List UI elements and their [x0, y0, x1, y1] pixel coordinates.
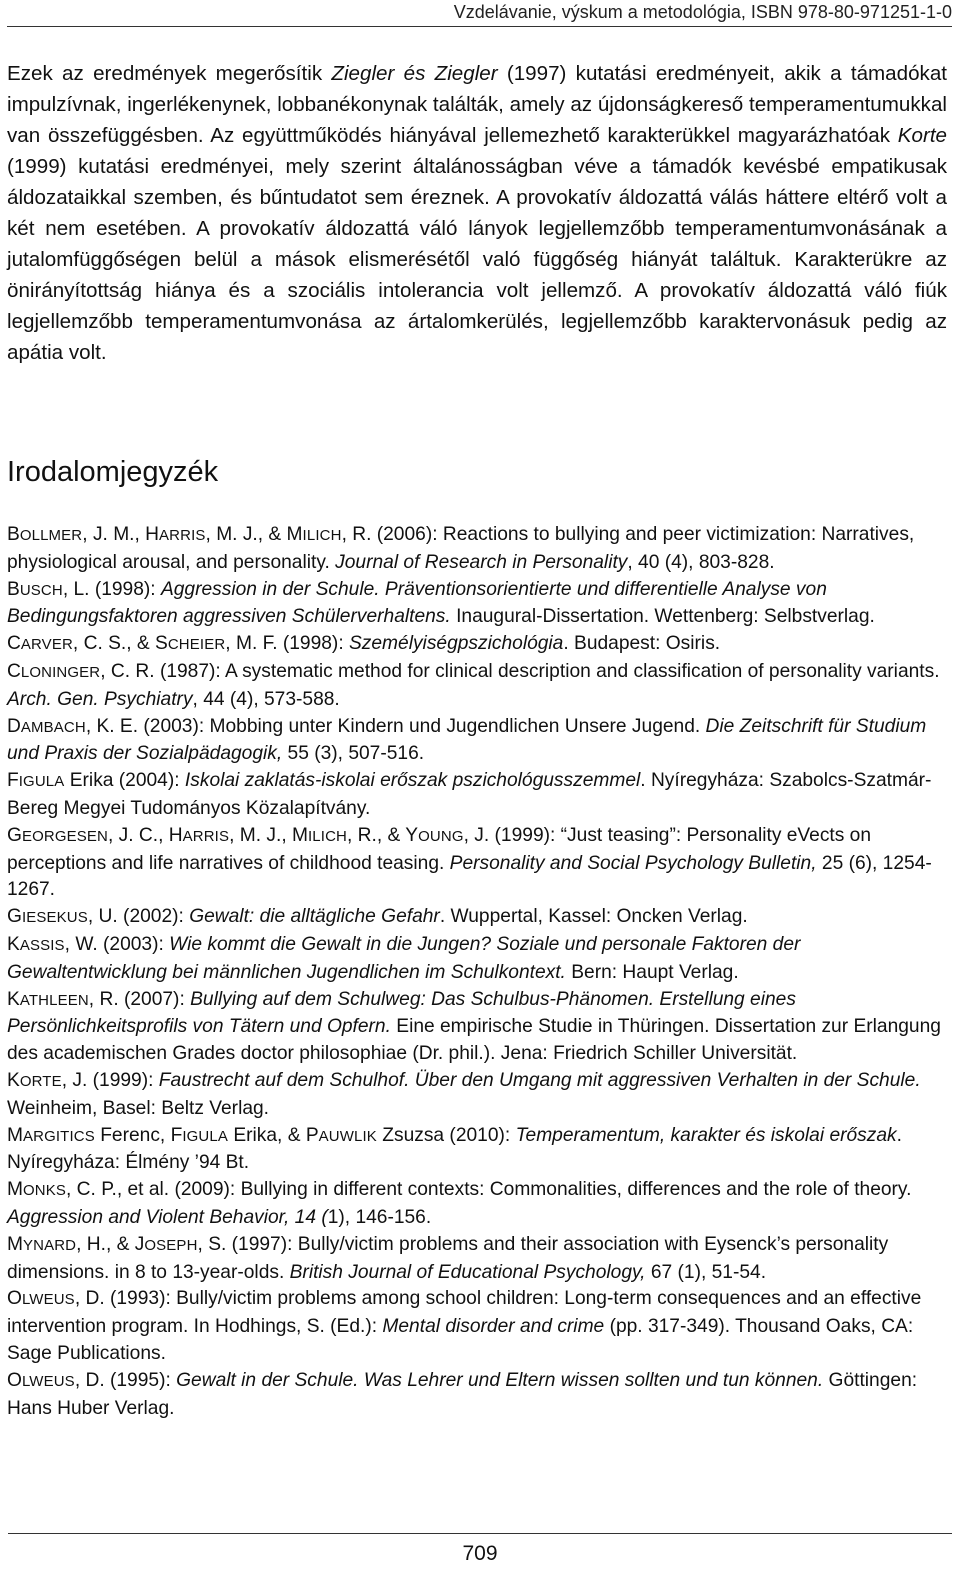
reference-entry: [7, 1368, 952, 1423]
author-surname: EORGESEN: [21, 827, 108, 845]
paragraph-text: (1999) kutatási eredményei, mely szerint általánosságban véve a támadók kevésbé empatikusak áldozataikkal szemben, és bűntudatot sem éreznek. A provokatív áldozattá válás háttere eltérő volt a két nem esetében. A provokatív áldozattá váló lányok legjellemzőbb temperamentumvonásának a jutalomfüggőségen belül a mások elismerésétől való függőség hiányát találtuk. Karakterükre az önirányítottság hiánya és a szociális intolerancia volt jellemző. A provokatív áldozattá váló fiúk legjellemzőbb temperamentumvonása az ártalomkerülés, legjellemzőbb karaktervonásuk pedig az apátia volt.: [7, 155, 947, 364]
reference-entry: [7, 631, 952, 659]
reference-text: M: [7, 1233, 23, 1255]
author-surname: AMBACH: [20, 718, 86, 736]
reference-text: , U. (2002):: [87, 906, 190, 928]
author-surname: LONINGER: [20, 663, 101, 681]
reference-text: , C. P., et al. (2009): Bullying in different contexts: Commonalities, differences and the role of theory.: [66, 1179, 912, 1201]
reference-list: [7, 522, 952, 1422]
reference-title: Temperamentum, karakter és iskolai erőszak: [515, 1124, 897, 1146]
reference-text: , H., & J: [76, 1233, 145, 1255]
reference-text: , 44 (4), 573-588.: [192, 688, 340, 710]
section-heading: Irodalomjegyzék: [7, 456, 219, 488]
author-surname: IGULA: [182, 1127, 228, 1145]
reference-text: . Nyíregyháza: Szabolcs-Szatmár-Bereg Megyei Tudományos Közalapítvány.: [7, 770, 932, 819]
reference-text: Zsuzsa (2010):: [376, 1124, 516, 1146]
reference-title: British Journal of Educational Psychology,: [289, 1261, 646, 1283]
reference-entry: [7, 1068, 952, 1123]
reference-text: , J. C., H: [107, 824, 183, 846]
reference-text: , K. E. (2003): Mobbing unter Kindern und Jugendlichen Unsere Jugend.: [85, 715, 706, 737]
reference-text: , R. (2007):: [88, 988, 191, 1010]
author-surname: ONKS: [22, 1182, 67, 1200]
reference-text: F: [7, 770, 19, 792]
author-surname: CHEIER: [167, 636, 226, 654]
author-surname: ATHLEEN: [19, 991, 89, 1009]
reference-text: , W. (2003):: [64, 933, 170, 955]
reference-title: Iskolai zaklatás-iskolai erőszak pszichológusszemmel: [184, 770, 641, 792]
reference-title: Arch. Gen. Psychiatry: [7, 688, 193, 710]
author-surname: ILICH: [308, 827, 348, 845]
reference-entry: [7, 932, 952, 987]
reference-text: , D. (1995):: [74, 1369, 177, 1391]
reference-title: Aggression in der Schule. Präventionsorientierte und differentielle Analyse von Bedingungsfaktoren aggressiven Schülerverhaltens.: [7, 578, 827, 628]
author-surname: ORTE: [19, 1072, 62, 1090]
author-citation: Ziegler és Ziegler: [331, 62, 498, 85]
reference-text: D: [7, 715, 21, 737]
reference-text: , J. (1999): “Just teasing”: Personality eVects on perceptions and life narratives of childhood teasing.: [7, 824, 872, 874]
author-surname: ARRIS: [182, 827, 230, 845]
reference-title: Gewalt: die alltägliche Gefahr: [189, 906, 440, 928]
reference-text: 25 (6), 1254-1267.: [7, 852, 932, 901]
reference-text: , C. S., & S: [72, 633, 168, 655]
reference-text: , J. (1999):: [61, 1069, 159, 1091]
reference-text: Eine empirische Studie in Thüringen. Dissertation zur Erlangung des academischen Grades doctor philosophiae (Dr. phil.). Jena: Friedrich Schiller Universität.: [7, 1016, 941, 1065]
reference-text: Erika (2004):: [64, 770, 185, 792]
author-surname: OLLMER: [19, 527, 83, 544]
reference-text: M: [7, 1179, 23, 1201]
author-surname: ARRIS: [159, 527, 206, 544]
reference-entry: [7, 1177, 952, 1232]
reference-text: M: [7, 1124, 23, 1146]
reference-text: B: [7, 524, 20, 545]
reference-text: Ferenc, F: [94, 1124, 183, 1146]
footer-rule: [8, 1533, 952, 1534]
reference-title: Bullying auf dem Schulweg: Das Schulbus-Phänomen. Erstellung eines Persönlichkeitsprofils von Tätern und Opfern.: [7, 988, 796, 1038]
reference-text: , R., & Y: [347, 824, 419, 846]
reference-entry: [7, 987, 952, 1068]
reference-title: Faustrecht auf dem Schulhof. Über den Umgang mit aggressiven Verhalten in der Schule.: [158, 1069, 921, 1091]
author-surname: OSEPH: [144, 1236, 198, 1254]
reference-text: G: [7, 824, 22, 846]
reference-text: 1), 146-156.: [327, 1206, 432, 1228]
reference-text: . Budapest: Osiris.: [563, 633, 721, 655]
paragraph-text: (1997) kutatási eredményeit, akik a támadókat impulzívnak, ingerlékenynek, lobbanékonynak találták, amely az újdonságkereső temperamentumukkal van összefüggésben. Az együttműködés hiányával jellemezhető karakterükkel magyarázhatóak: [7, 62, 948, 147]
reference-text: , S. (1997): Bully/victim problems and their association with Eysenck’s personality dimensions. in 8 to 13-year-olds.: [7, 1233, 889, 1283]
reference-entry: [7, 768, 952, 823]
author-citation: Korte: [897, 124, 947, 147]
reference-text: , L. (1998):: [62, 578, 161, 600]
author-surname: ARGITICS: [22, 1127, 95, 1145]
reference-text: , J. M., H: [82, 524, 160, 545]
author-surname: IESEKUS: [21, 909, 88, 927]
reference-text: O: [7, 1288, 22, 1310]
paragraph-text: Ezek az eredmények megerősítik: [7, 62, 332, 85]
reference-text: , R. (2006): Reactions to bullying and peer victimization: Narratives, physiological arousal, and personality.: [7, 524, 915, 573]
reference-title: Journal of Research in Personality: [335, 551, 628, 573]
reference-text: C: [7, 660, 21, 682]
reference-entry: [7, 577, 952, 632]
author-surname: OUNG: [418, 827, 464, 845]
reference-text: . Nyíregyháza: Élmény ’94 Bt.: [7, 1124, 902, 1174]
reference-text: , C. R. (1987): A systematic method for clinical description and classification of personality variants.: [100, 660, 940, 682]
reference-text: 55 (3), 507-516.: [282, 743, 425, 765]
reference-entry: [7, 1232, 952, 1287]
reference-entry: [7, 714, 952, 769]
reference-text: , M. J., & M: [205, 524, 303, 545]
author-surname: AUWLIK: [318, 1127, 377, 1145]
reference-entry: [7, 1286, 952, 1367]
reference-text: C: [7, 633, 21, 655]
author-surname: ARVER: [20, 636, 73, 654]
author-surname: YNARD: [22, 1236, 77, 1254]
reference-title: Személyiségpszichológia: [348, 633, 564, 655]
reference-title: Die Zeitschrift für Studium und Praxis der Sozialpädagogik,: [7, 715, 927, 765]
body-paragraph: [7, 58, 947, 368]
reference-title: Personality and Social Psychology Bulletin,: [449, 852, 817, 874]
reference-text: , D. (1993): Bully/victim problems among school children: Long-term consequences and an effective intervention program. In Hodhings, S. (Ed.):: [7, 1288, 922, 1338]
reference-text: B: [7, 578, 20, 600]
author-surname: LWEUS: [21, 1291, 75, 1309]
page-number: 709: [462, 1542, 498, 1565]
author-surname: USCH: [19, 581, 63, 599]
reference-entry: [7, 904, 952, 932]
reference-text: Weinheim, Basel: Beltz Verlag.: [7, 1097, 270, 1119]
reference-text: K: [7, 988, 20, 1010]
reference-text: Göttingen: Hans Huber Verlag.: [7, 1369, 918, 1419]
reference-text: , M. J., M: [229, 824, 308, 846]
running-head: Vzdelávanie, výskum a metodológia, ISBN 978-80-971251-1-0: [7, 2, 952, 27]
reference-text: Erika, & P: [227, 1124, 319, 1146]
author-surname: ILICH: [302, 527, 342, 544]
reference-text: 67 (1), 51-54.: [645, 1261, 767, 1283]
reference-text: Bern: Haupt Verlag.: [565, 961, 739, 983]
reference-text: . Wuppertal, Kassel: Oncken Verlag.: [439, 906, 748, 928]
author-surname: ASSIS: [19, 936, 65, 954]
reference-entry: [7, 1123, 952, 1178]
reference-text: G: [7, 906, 22, 928]
reference-text: , 40 (4), 803-828.: [627, 551, 775, 573]
author-surname: LWEUS: [21, 1372, 75, 1390]
author-surname: IGULA: [18, 773, 65, 791]
reference-text: Inaugural-Dissertation. Wettenberg: Selbstverlag.: [450, 606, 875, 628]
reference-title: Mental disorder and crime: [382, 1316, 605, 1338]
reference-text: K: [7, 1069, 20, 1091]
reference-title: Aggression and Violent Behavior, 14 (: [7, 1206, 328, 1228]
reference-text: (pp. 317-349). Thousand Oaks, CA: Sage Publications.: [7, 1316, 914, 1364]
reference-text: O: [7, 1369, 22, 1391]
reference-entry: [7, 659, 952, 714]
reference-title: Gewalt in der Schule. Was Lehrer und Eltern wissen sollten und tun können.: [176, 1369, 824, 1391]
reference-text: K: [7, 933, 20, 955]
reference-text: , M. F. (1998):: [225, 633, 349, 655]
reference-entry: [7, 823, 952, 904]
reference-entry: [7, 522, 952, 577]
reference-title: Wie kommt die Gewalt in die Jungen? Soziale und personale Faktoren der Gewaltentwicklung bei männlichen Jugendlichen im Schulkontext.: [7, 933, 801, 983]
